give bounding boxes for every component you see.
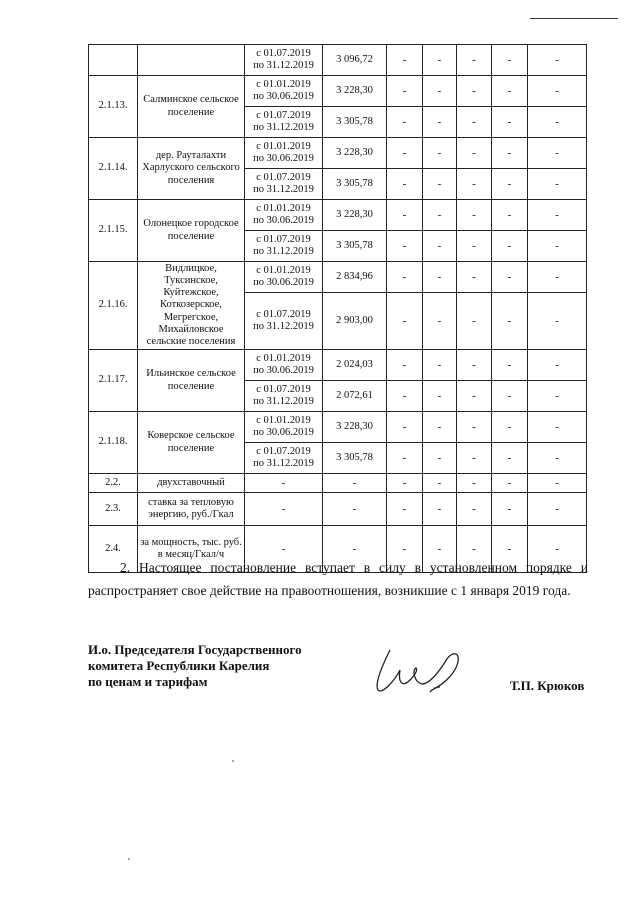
period-cell bbox=[245, 45, 323, 76]
period-cell bbox=[245, 350, 323, 381]
period-start: с 01.01.2019 bbox=[256, 414, 311, 426]
empty-value-dash: - bbox=[457, 293, 492, 350]
period-cell bbox=[245, 138, 323, 169]
empty-value-dash: - bbox=[423, 350, 457, 381]
row-name: Коверское сельское поселение bbox=[138, 412, 245, 474]
empty-value-dash: - bbox=[323, 474, 387, 493]
period-end: по 31.12.2019 bbox=[253, 184, 314, 195]
period-cell bbox=[245, 381, 323, 412]
empty-value-dash: - bbox=[387, 107, 423, 138]
empty-value-dash: - bbox=[492, 169, 528, 200]
period-cell bbox=[245, 262, 323, 293]
row-number bbox=[89, 45, 138, 76]
empty-value-dash: - bbox=[528, 293, 587, 350]
tariff-value: 2 072,61 bbox=[323, 381, 387, 412]
empty-value-dash: - bbox=[387, 45, 423, 76]
period-start: с 01.07.2019 bbox=[256, 308, 311, 320]
table-row bbox=[89, 262, 587, 293]
empty-value-dash: - bbox=[528, 526, 587, 573]
empty-value-dash: - bbox=[528, 443, 587, 474]
table-row bbox=[89, 138, 587, 169]
period-end: по 30.06.2019 bbox=[253, 91, 314, 102]
empty-value-dash: - bbox=[457, 262, 492, 293]
period-start: с 01.07.2019 bbox=[256, 445, 311, 457]
period-start: с 01.01.2019 bbox=[256, 202, 311, 214]
empty-value-dash: - bbox=[457, 138, 492, 169]
empty-value-dash: - bbox=[528, 381, 587, 412]
empty-value-dash: - bbox=[492, 293, 528, 350]
empty-value-dash: - bbox=[528, 107, 587, 138]
handwritten-signature bbox=[370, 640, 470, 700]
table-row bbox=[89, 45, 587, 76]
empty-value-dash: - bbox=[387, 262, 423, 293]
empty-value-dash: - bbox=[387, 474, 423, 493]
period-cell bbox=[245, 412, 323, 443]
signatory-title-line-3: по ценам и тарифам bbox=[88, 674, 208, 689]
empty-value-dash: - bbox=[528, 493, 587, 526]
empty-value-dash: - bbox=[423, 412, 457, 443]
period-end: по 31.12.2019 bbox=[253, 122, 314, 133]
empty-value-dash: - bbox=[492, 474, 528, 493]
signatory-title bbox=[88, 642, 302, 690]
row-name: Ильинское сельское поселение bbox=[138, 350, 245, 412]
period-end: по 30.06.2019 bbox=[253, 277, 314, 288]
period-end: по 31.12.2019 bbox=[253, 60, 314, 71]
period-end: по 31.12.2019 bbox=[253, 458, 314, 469]
empty-value-dash: - bbox=[528, 200, 587, 231]
tariff-value: 3 305,78 bbox=[323, 107, 387, 138]
empty-value-dash: - bbox=[387, 138, 423, 169]
empty-value-dash: - bbox=[492, 200, 528, 231]
empty-value-dash: - bbox=[492, 231, 528, 262]
row-number: 2.1.18. bbox=[89, 412, 138, 474]
period-start: с 01.01.2019 bbox=[256, 140, 311, 152]
empty-value-dash: - bbox=[528, 169, 587, 200]
row-name: Олонецкое городское поселение bbox=[138, 200, 245, 262]
scan-speck bbox=[232, 760, 234, 762]
row-name: двухставочный bbox=[138, 474, 245, 493]
empty-value-dash: - bbox=[528, 474, 587, 493]
empty-value-dash: - bbox=[387, 526, 423, 573]
empty-value-dash: - bbox=[457, 381, 492, 412]
row-name: Салминское сельское поселение bbox=[138, 76, 245, 138]
table-row bbox=[89, 76, 587, 107]
period-start: с 01.07.2019 bbox=[256, 233, 311, 245]
signatory-title-line-2: комитета Республики Карелия bbox=[88, 658, 270, 673]
empty-value-dash: - bbox=[387, 76, 423, 107]
empty-value-dash: - bbox=[457, 443, 492, 474]
clause-2-paragraph bbox=[88, 556, 588, 602]
empty-value-dash: - bbox=[323, 526, 387, 573]
clause-line-1: 2. Настоящее постановление вступает в силу в установленном порядке и bbox=[120, 560, 588, 575]
period-start: с 01.07.2019 bbox=[256, 47, 311, 59]
empty-value-dash: - bbox=[423, 76, 457, 107]
empty-value-dash: - bbox=[492, 262, 528, 293]
tariff-value: 3 228,30 bbox=[323, 200, 387, 231]
empty-value-dash: - bbox=[492, 443, 528, 474]
empty-value-dash: - bbox=[387, 412, 423, 443]
empty-value-dash: - bbox=[245, 526, 323, 573]
period-cell bbox=[245, 169, 323, 200]
tariff-value: 3 305,78 bbox=[323, 231, 387, 262]
row-number: 2.1.14. bbox=[89, 138, 138, 200]
period-end: по 31.12.2019 bbox=[253, 396, 314, 407]
empty-value-dash: - bbox=[387, 293, 423, 350]
row-number: 2.1.17. bbox=[89, 350, 138, 412]
row-name: дер. Рауталахти Харлуского сельского поселения bbox=[138, 138, 245, 200]
tariff-value: 3 305,78 bbox=[323, 443, 387, 474]
empty-value-dash: - bbox=[423, 493, 457, 526]
period-cell bbox=[245, 443, 323, 474]
tariff-value: 2 024,03 bbox=[323, 350, 387, 381]
empty-value-dash: - bbox=[528, 231, 587, 262]
empty-value-dash: - bbox=[387, 493, 423, 526]
empty-value-dash: - bbox=[457, 231, 492, 262]
empty-value-dash: - bbox=[423, 381, 457, 412]
empty-value-dash: - bbox=[492, 412, 528, 443]
empty-value-dash: - bbox=[457, 474, 492, 493]
empty-value-dash: - bbox=[457, 526, 492, 573]
empty-value-dash: - bbox=[323, 493, 387, 526]
empty-value-dash: - bbox=[492, 138, 528, 169]
clause-line-2: распространяет свое действие на правоотношения, возникшие с 1 января 2019 года. bbox=[88, 583, 571, 598]
period-cell bbox=[245, 76, 323, 107]
empty-value-dash: - bbox=[457, 76, 492, 107]
tariff-value: 3 305,78 bbox=[323, 169, 387, 200]
empty-value-dash: - bbox=[492, 493, 528, 526]
row-number: 2.2. bbox=[89, 474, 138, 493]
period-end: по 31.12.2019 bbox=[253, 321, 314, 332]
row-name: Видлицкое, Туксинское, Куйтежское, Коткозерское, Мегрегское, Михайловское сельские поселения bbox=[138, 262, 245, 350]
tariff-value: 2 834,96 bbox=[323, 262, 387, 293]
tariff-value: 3 228,30 bbox=[323, 412, 387, 443]
empty-value-dash: - bbox=[423, 169, 457, 200]
tariff-value: 2 903,00 bbox=[323, 293, 387, 350]
row-name: за мощность, тыс. руб. в месяц/Гкал/ч bbox=[138, 526, 245, 573]
period-start: с 01.01.2019 bbox=[256, 264, 311, 276]
period-start: с 01.07.2019 bbox=[256, 109, 311, 121]
period-end: по 30.06.2019 bbox=[253, 365, 314, 376]
period-cell bbox=[245, 293, 323, 350]
empty-value-dash: - bbox=[492, 381, 528, 412]
period-start: с 01.07.2019 bbox=[256, 383, 311, 395]
row-number: 2.1.13. bbox=[89, 76, 138, 138]
empty-value-dash: - bbox=[245, 493, 323, 526]
period-start: с 01.07.2019 bbox=[256, 171, 311, 183]
period-cell bbox=[245, 107, 323, 138]
empty-value-dash: - bbox=[492, 526, 528, 573]
period-start: с 01.01.2019 bbox=[256, 352, 311, 364]
row-number: 2.3. bbox=[89, 493, 138, 526]
empty-value-dash: - bbox=[457, 169, 492, 200]
signatory-name: Т.П. Крюков bbox=[510, 678, 585, 693]
tariff-table bbox=[88, 44, 587, 573]
table-row bbox=[89, 412, 587, 443]
empty-value-dash: - bbox=[457, 412, 492, 443]
empty-value-dash: - bbox=[245, 474, 323, 493]
period-end: по 31.12.2019 bbox=[253, 246, 314, 257]
tariff-value: 3 096,72 bbox=[323, 45, 387, 76]
row-number: 2.1.15. bbox=[89, 200, 138, 262]
period-end: по 30.06.2019 bbox=[253, 215, 314, 226]
row-number: 2.4. bbox=[89, 526, 138, 573]
empty-value-dash: - bbox=[423, 107, 457, 138]
row-name bbox=[138, 45, 245, 76]
table-row bbox=[89, 350, 587, 381]
empty-value-dash: - bbox=[528, 76, 587, 107]
empty-value-dash: - bbox=[492, 107, 528, 138]
empty-value-dash: - bbox=[457, 45, 492, 76]
empty-value-dash: - bbox=[528, 262, 587, 293]
empty-value-dash: - bbox=[457, 350, 492, 381]
empty-value-dash: - bbox=[528, 350, 587, 381]
empty-value-dash: - bbox=[528, 138, 587, 169]
empty-value-dash: - bbox=[423, 45, 457, 76]
row-name: ставка за тепловую энергию, руб./Гкал bbox=[138, 493, 245, 526]
table-row bbox=[89, 474, 587, 493]
empty-value-dash: - bbox=[387, 231, 423, 262]
empty-value-dash: - bbox=[387, 169, 423, 200]
tariff-value: 3 228,30 bbox=[323, 138, 387, 169]
empty-value-dash: - bbox=[457, 200, 492, 231]
tariff-value: 3 228,30 bbox=[323, 76, 387, 107]
empty-value-dash: - bbox=[528, 45, 587, 76]
period-end: по 30.06.2019 bbox=[253, 153, 314, 164]
empty-value-dash: - bbox=[423, 262, 457, 293]
table-row bbox=[89, 200, 587, 231]
empty-value-dash: - bbox=[423, 526, 457, 573]
header-rule bbox=[530, 18, 618, 19]
empty-value-dash: - bbox=[387, 350, 423, 381]
empty-value-dash: - bbox=[457, 493, 492, 526]
scan-speck bbox=[128, 858, 130, 860]
empty-value-dash: - bbox=[423, 231, 457, 262]
empty-value-dash: - bbox=[387, 443, 423, 474]
empty-value-dash: - bbox=[492, 350, 528, 381]
table-row bbox=[89, 493, 587, 526]
empty-value-dash: - bbox=[387, 381, 423, 412]
empty-value-dash: - bbox=[457, 107, 492, 138]
empty-value-dash: - bbox=[387, 200, 423, 231]
empty-value-dash: - bbox=[423, 293, 457, 350]
empty-value-dash: - bbox=[492, 76, 528, 107]
empty-value-dash: - bbox=[528, 412, 587, 443]
empty-value-dash: - bbox=[423, 474, 457, 493]
empty-value-dash: - bbox=[423, 138, 457, 169]
period-cell bbox=[245, 231, 323, 262]
period-start: с 01.01.2019 bbox=[256, 78, 311, 90]
period-end: по 30.06.2019 bbox=[253, 427, 314, 438]
empty-value-dash: - bbox=[423, 200, 457, 231]
empty-value-dash: - bbox=[423, 443, 457, 474]
signatory-title-line-1: И.о. Председателя Государственного bbox=[88, 642, 302, 657]
period-cell bbox=[245, 200, 323, 231]
row-number: 2.1.16. bbox=[89, 262, 138, 350]
empty-value-dash: - bbox=[492, 45, 528, 76]
